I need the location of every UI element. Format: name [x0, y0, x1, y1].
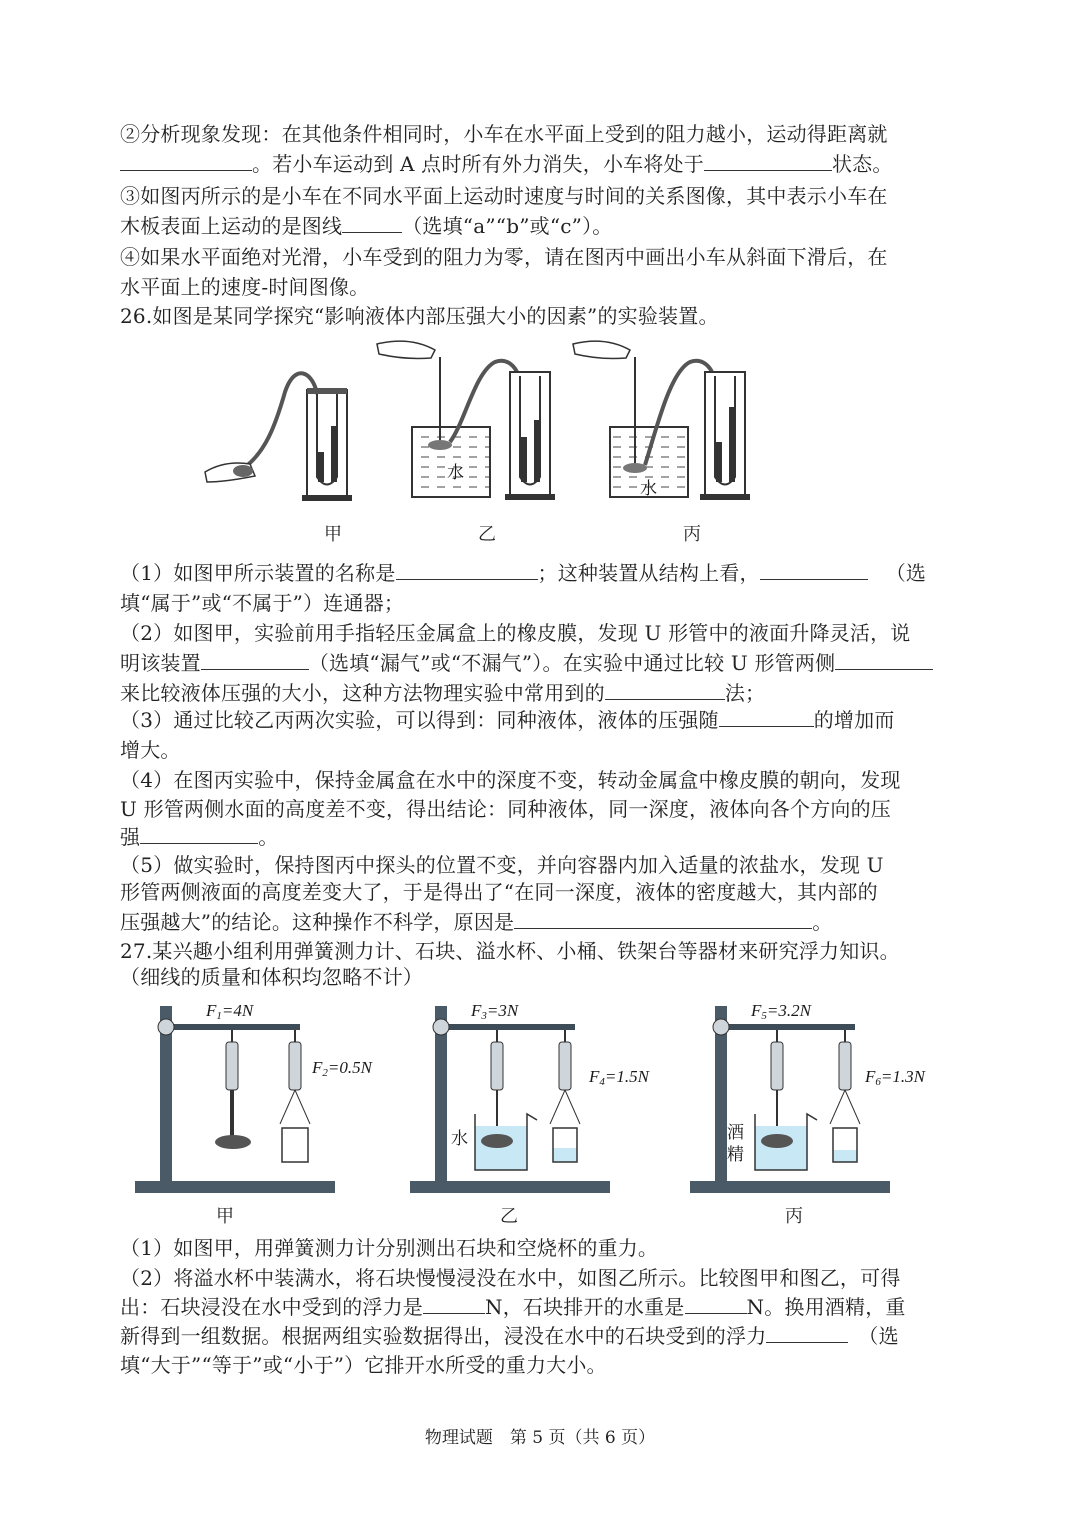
answer-blank[interactable] [514, 908, 812, 929]
liquid-alcohol-label-2: 精 [727, 1145, 744, 1164]
force-F6-label: F6=1.3N [865, 1067, 925, 1088]
q25-line-1: ②分析现象发现：在其他条件相同时，小车在水平面上受到的阻力越小，运动得距离就 [120, 122, 888, 146]
u-tube-gauge-jia [205, 373, 352, 501]
liquid-alcohol-label-1: 酒 [727, 1123, 744, 1142]
q25-line-3: ③如图丙所示的是小车在不同水平面上运动时速度与时间的关系图像，其中表示小车在 [120, 184, 888, 208]
figure-label-yi: 乙 [500, 1206, 518, 1227]
answer-blank[interactable] [120, 150, 252, 171]
q27-part-2-cont2: 新得到一组数据。根据两组实验数据得出，浸没在水中的石块受到的浮力 （选 [120, 1324, 899, 1348]
q26-part-2-cont: 明该装置 （选填“漏气”或“不漏气”）。在实验中通过比较 U 形管两侧 [120, 648, 933, 678]
answer-blank[interactable] [835, 649, 933, 670]
q26-part-2: （2）如图甲，实验前用手指轻压金属盒上的橡皮膜，发现 U 形管中的液面升降灵活，说 [120, 621, 911, 645]
figure-label-jia: 甲 [216, 1206, 234, 1227]
force-F5-label: F5=3.2N [751, 1001, 811, 1022]
liquid-water-label: 水 [451, 1129, 468, 1148]
answer-blank[interactable] [140, 823, 258, 844]
q26-part-1: （1）如图甲所示装置的名称是 ；这种装置从结构上看， （选 [120, 561, 927, 585]
answer-blank[interactable] [423, 1293, 485, 1314]
iron-stand-jia [135, 1001, 374, 1193]
answer-blank[interactable] [201, 649, 309, 670]
answer-blank[interactable] [760, 559, 868, 580]
q26-part-5: （5）做实验时，保持图丙中探头的位置不变，并向容器内加入适量的浓盐水，发现 U [120, 853, 884, 877]
q26-part-4: （4）在图丙实验中，保持金属盒在水中的深度不变，转动金属盒中橡皮膜的朝向，发现 [120, 768, 901, 792]
q26-part-5-cont: 形管两侧液面的高度差变大了，于是得出了“在同一深度，液体的密度越大，其内部的 [120, 880, 878, 904]
q26-part-1-cont: 填“属于”或“不属于”）连通器； [120, 591, 405, 615]
answer-blank[interactable] [605, 679, 725, 700]
hand-icon [573, 341, 630, 358]
pressure-gauge-figure [195, 332, 775, 517]
q25-line-2: 。若小车运动到 A 点时所有外力消失，小车将处于 状态。 [120, 149, 893, 179]
q26-part-4-cont2: 强 。 [120, 825, 279, 849]
q27-stem: 27.某兴趣小组利用弹簧测力计、石块、溢水杯、小桶、铁架台等器材来研究浮力知识。 [120, 939, 900, 963]
q26-stem: 26.如图是某同学探究“影响液体内部压强大小的因素”的实验装置。 [120, 304, 719, 328]
force-F1-label: F1=4N [206, 1001, 254, 1022]
answer-blank[interactable] [685, 1293, 747, 1314]
q27-part-2-cont3: 填“大于”“等于”或“小于”）它排开水所受的重力大小。 [120, 1353, 607, 1377]
q26-part-4-cont: U 形管两侧水面的高度差不变，得出结论：同种液体，同一深度，液体向各个方向的压 [120, 797, 892, 821]
q26-part-5-cont2: 压强越大”的结论。这种操作不科学，原因是 。 [120, 910, 833, 934]
q25-line-6: 水平面上的速度-时间图像。 [120, 275, 370, 299]
figure-label-jia: 甲 [324, 524, 342, 545]
water-label: 水 [640, 479, 657, 498]
answer-blank[interactable] [342, 212, 402, 233]
answer-blank[interactable] [766, 1322, 848, 1343]
q26-part-2-cont2: 来比较液体压强的大小，这种方法物理实验中常用到的 法； [120, 681, 766, 705]
buoyancy-figure [130, 998, 960, 1203]
hand-icon [377, 341, 435, 358]
iron-stand-yi [410, 1001, 651, 1193]
page-footer: 物理试题 第 5 页（共 6 页） [424, 1428, 656, 1448]
q25-line-4: 木板表面上运动的是图线 （选填“a”“b”或“c”）。 [120, 214, 613, 238]
answer-blank[interactable] [704, 150, 832, 171]
force-F2-label: F2=0.5N [312, 1058, 372, 1079]
iron-stand-bing [690, 1001, 927, 1193]
q27-part-2: （2）将溢水杯中装满水，将石块慢慢浸没在水中，如图乙所示。比较图甲和图乙，可得 [120, 1266, 901, 1290]
beaker-yi [377, 341, 555, 500]
q27-stem-cont: （细线的质量和体积均忽略不计） [120, 965, 423, 989]
water-label: 水 [447, 463, 464, 482]
q26-part-3-cont: 增大。 [120, 738, 181, 762]
force-F4-label: F4=1.5N [589, 1067, 649, 1088]
q27-part-2-cont: 出：石块浸没在水中受到的浮力是 N，石块排开的水重是 N。换用酒精，重 [120, 1295, 906, 1319]
answer-blank[interactable] [719, 706, 814, 727]
figure-label-yi: 乙 [478, 524, 496, 545]
answer-blank[interactable] [396, 559, 538, 580]
figure-label-bing: 丙 [683, 524, 701, 545]
q26-part-3: （3）通过比较乙丙两次实验，可以得到：同种液体，液体的压强随 的增加而 [120, 708, 895, 732]
beaker-bing [573, 341, 750, 500]
figure-label-bing: 丙 [785, 1206, 803, 1227]
q25-line-5: ④如果水平面绝对光滑，小车受到的阻力为零，请在图丙中画出小车从斜面下滑后，在 [120, 245, 888, 269]
q27-part-1: （1）如图甲，用弹簧测力计分别测出石块和空烧杯的重力。 [120, 1236, 659, 1260]
force-F3-label: F3=3N [471, 1001, 519, 1022]
